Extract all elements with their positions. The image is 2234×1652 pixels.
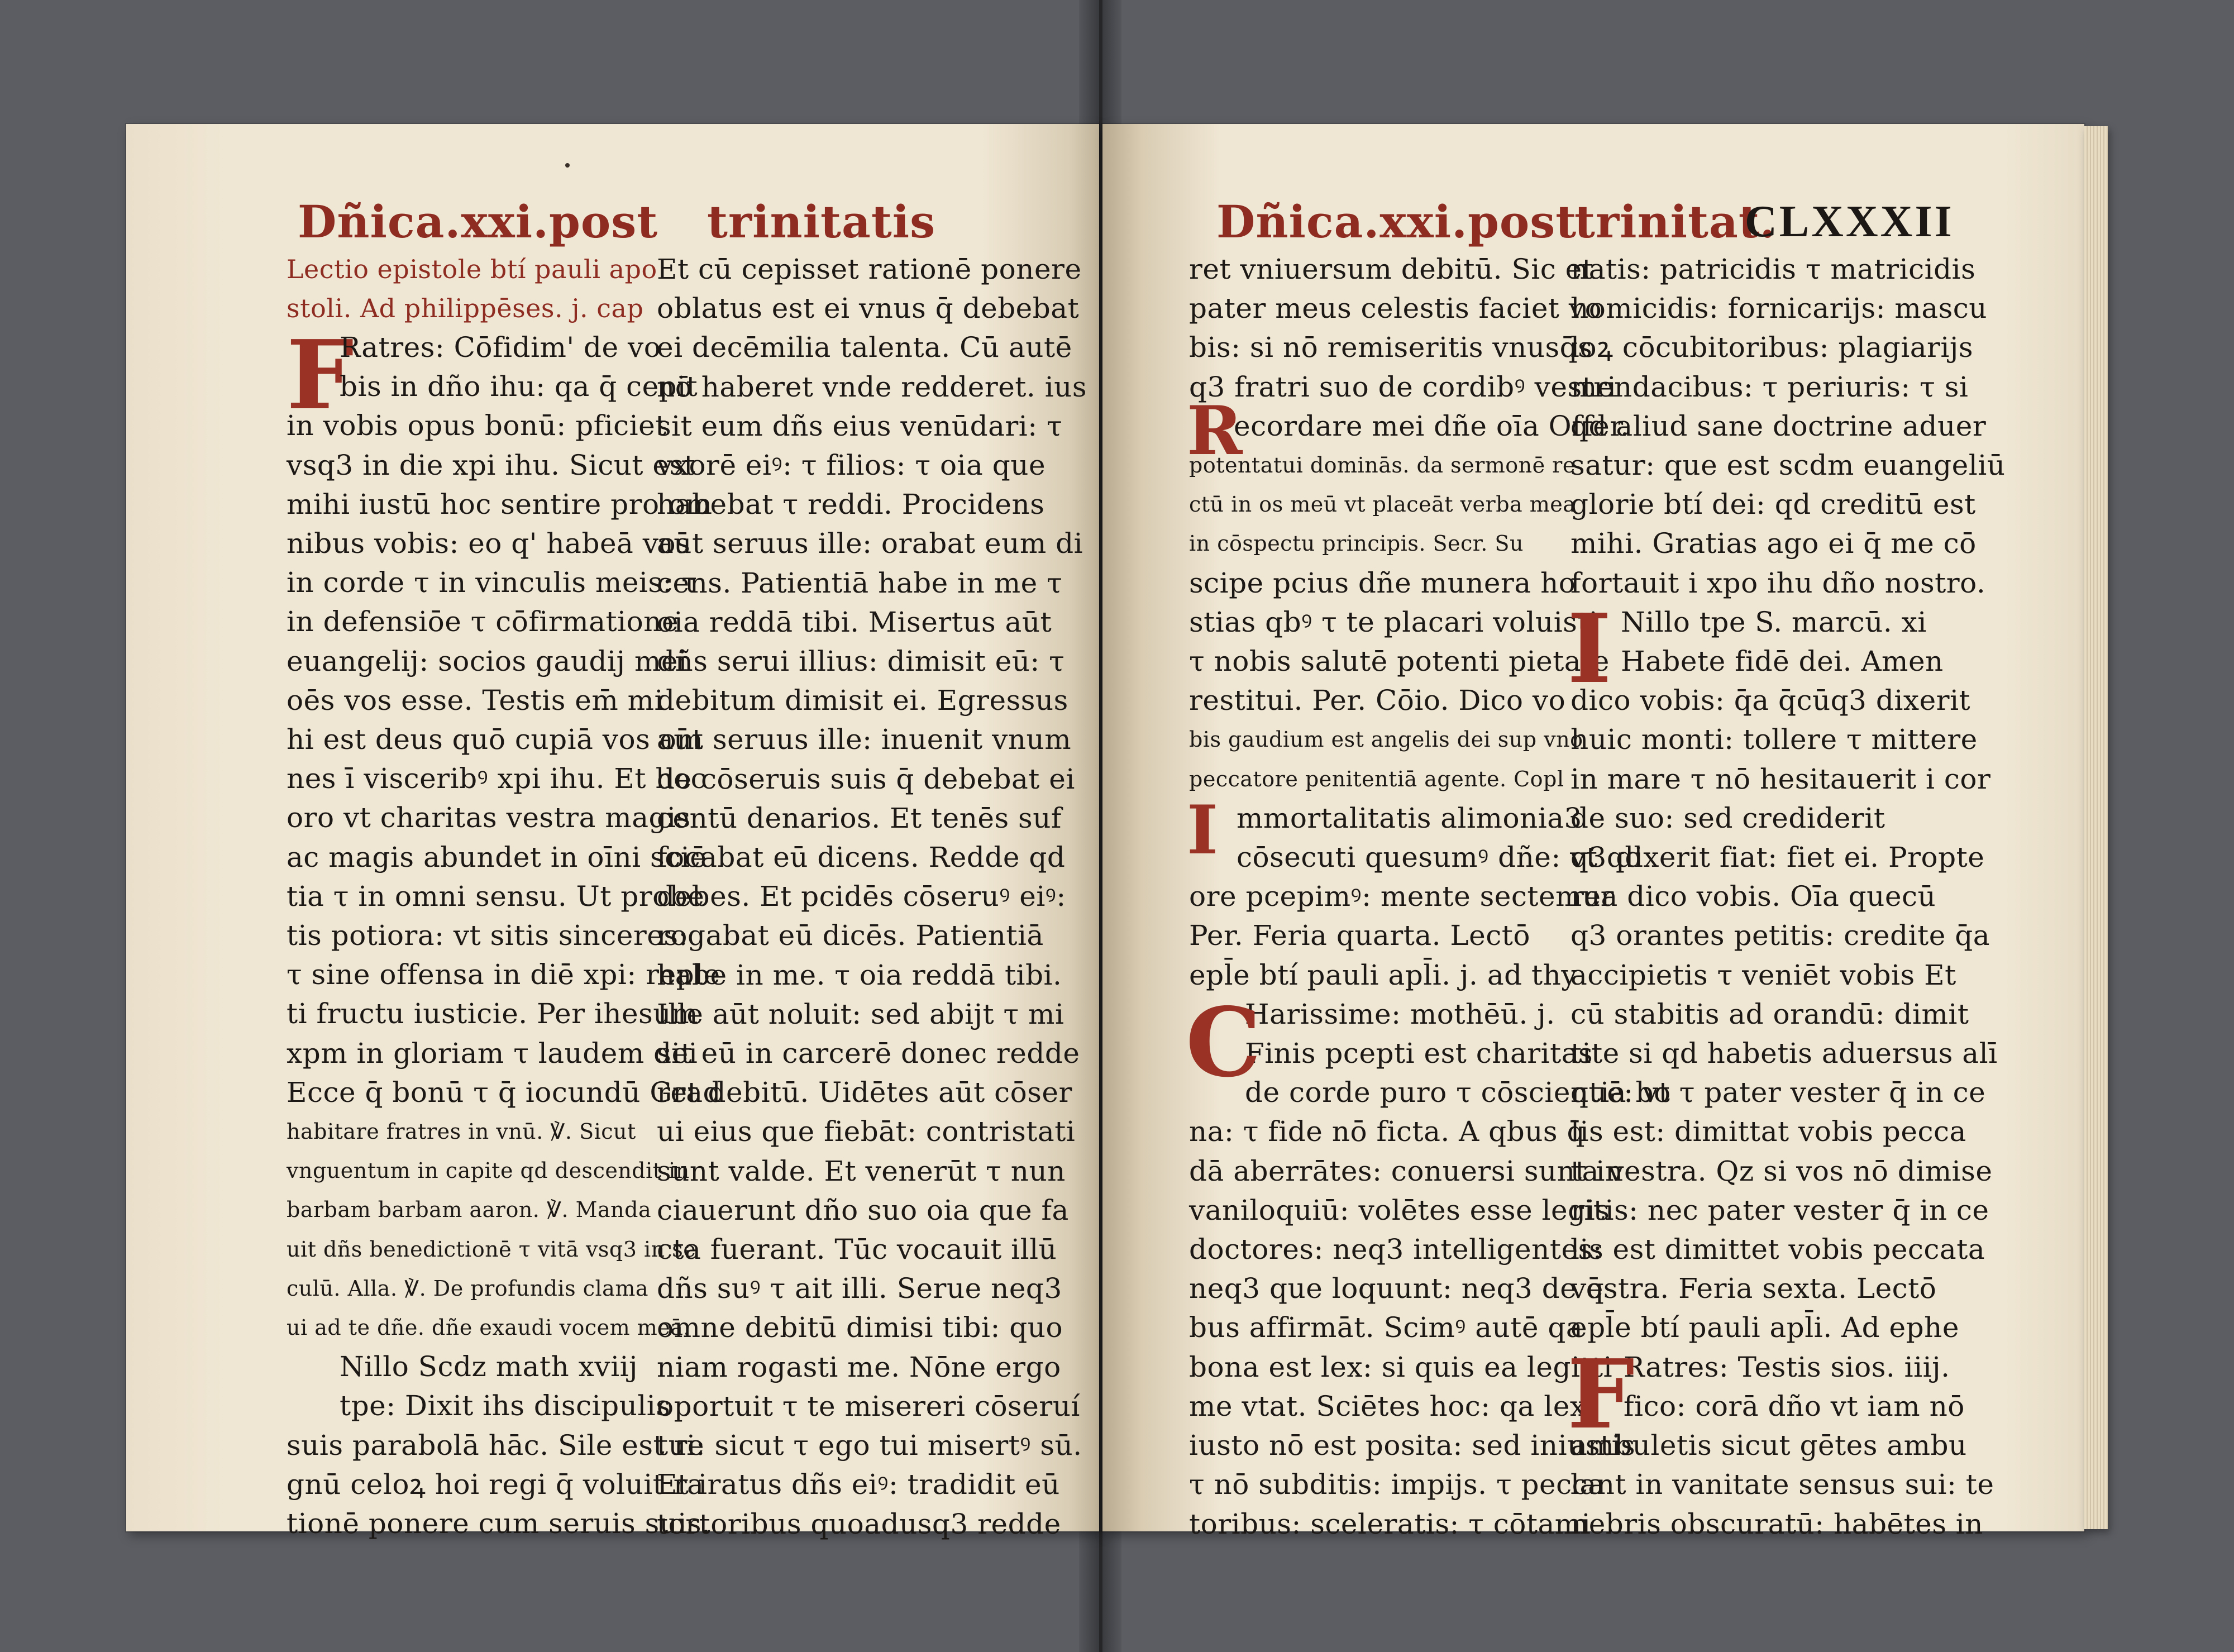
page-edges	[2084, 126, 2108, 1529]
text-line: dico vobis: q̄a q̄cūq3 dixerit	[1571, 684, 1971, 717]
left-running-head: Dñica.xxi.post	[298, 195, 658, 248]
text-line: aūt seruus ille: inuenit vnum	[657, 723, 1072, 756]
folio-number: CLXXXII	[1745, 197, 1954, 246]
left-page	[126, 124, 1099, 1540]
text-line: ei decēmilia talenta. Cū autē	[657, 331, 1072, 364]
text-line: oēs vos esse. Testis em̄ mi	[287, 684, 664, 717]
text-line: focabat eū dicens. Redde qd	[657, 841, 1066, 874]
text-line: nes ī visceribꝰ xpi ihu. Et hoc	[287, 762, 707, 795]
text-line: uit dñs benedictionē τ vitā vsq3 in se	[287, 1236, 696, 1262]
text-line: oia reddā tibi. Misertus aūt	[657, 605, 1052, 638]
text-line: vaniloquiū: volētes esse legis	[1189, 1193, 1610, 1226]
text-line: mihi. Gratias ago ei q̄ me cō	[1571, 527, 1977, 560]
text-line: ritis: nec pater vester q̄ in ce	[1571, 1193, 1989, 1226]
text-line: Harissime: mothēū. j.	[1245, 997, 1555, 1030]
text-line: xpm in gloriam τ laudem dei	[287, 1037, 698, 1069]
text-line: vxorē eiꝰ: τ filios: τ oia que	[657, 449, 1046, 482]
text-line: vestra. Feria sexta. Lectō	[1571, 1272, 1937, 1305]
text-line: ac magis abundet in oīni sciē	[287, 841, 707, 873]
text-line: lis est: dimittat vobis pecca	[1571, 1115, 1966, 1148]
right-column-1	[1186, 250, 1671, 1540]
text-line: sunt valde. Et venerūt τ nun	[657, 1154, 1066, 1187]
text-line: Nillo Scdz math xviij	[340, 1350, 638, 1383]
text-line: bis in dño ihu: qa q̄ cepit	[340, 370, 698, 403]
text-line: Et cū cepisset rationē ponere	[657, 253, 1082, 285]
text-line: rogabat eū dicēs. Patientiā	[657, 919, 1044, 952]
text-line: sit eū in carcerē donec redde	[657, 1037, 1080, 1070]
text-line: tionē ponere cum seruis suis.	[287, 1507, 711, 1540]
text-line: ti fructu iusticie. Per ihesum	[287, 997, 698, 1030]
text-line: culū. Alla. ℣. De profundis clama	[287, 1276, 649, 1301]
text-line: τ sine offensa in diē xpi: reple	[287, 958, 720, 991]
text-line: Ratres: Testis sios. iiij.	[1624, 1350, 1950, 1383]
text-line: dā aberrātes: conuersi sunt in	[1189, 1154, 1624, 1187]
drop-initial: I	[1187, 791, 1219, 870]
text-line: bus affirmāt. Scimꝰ autē qa	[1189, 1311, 1583, 1344]
text-line: ciauerunt dño suo oia que fa	[657, 1193, 1069, 1226]
text-line: dñs suꝰ τ ait illi. Serue neq3	[657, 1272, 1062, 1305]
text-line: cōsecuti quesumꝰ dñe: vt qd	[1237, 841, 1643, 874]
text-line: nō haberet vnde redderet. ius	[657, 370, 1087, 403]
text-line: vsq3 in die xpi ihu. Sicut est	[287, 448, 696, 481]
text-line: accipietis τ veniēt vobis Et	[1571, 958, 1956, 991]
text-line: de corde puro τ cōscientia bo	[1245, 1076, 1671, 1109]
text-line: stias qbꝰ τ te placari voluisti	[1189, 605, 1598, 638]
text-line: iusto nō est posita: sed iniustis	[1189, 1429, 1636, 1462]
text-line: ore pcepimꝰ: mente sectemur	[1189, 880, 1615, 913]
text-line: in corde τ in vinculis meis: τ	[287, 566, 698, 599]
text-line: lis est dimittet vobis peccata	[1571, 1233, 1985, 1266]
text-line: q3 orantes petitis: credite q̄a	[1571, 919, 1990, 952]
text-line: glorie btí dei: qd creditū est	[1571, 488, 1976, 521]
left-column-2	[657, 250, 1087, 1540]
text-line: ctū in os meū vt placeāt verba mea	[1189, 492, 1576, 517]
text-line: bona est lex: si quis ea legitti	[1189, 1350, 1613, 1383]
text-line: ecordare mei dñe oīa Offer.	[1234, 409, 1630, 442]
page-mark	[565, 163, 570, 168]
text-line: oblatus est ei vnus q̄ debebat	[657, 292, 1080, 325]
text-line: qd aliud sane doctrine aduer	[1571, 409, 1987, 442]
left-running-head-right: trinitatis	[707, 195, 936, 248]
right-column-2	[1567, 250, 2006, 1540]
text-line: bis: si nō remiseritis vnusq̄s	[1189, 331, 1593, 364]
text-line: τ nō subditis: impijs. τ pecca	[1189, 1468, 1605, 1501]
text-line: na: τ fide nō ficta. A qbus q̄	[1189, 1115, 1585, 1148]
text-line: ambuletis sicut gētes ambu	[1571, 1429, 1967, 1462]
drop-initial: F	[287, 319, 355, 431]
text-line: satur: que est scdm euangeliū	[1571, 449, 2006, 482]
rubric-line: Lectio epistole btí pauli apo	[287, 254, 657, 284]
text-line: dñs serui illius: dimisit eū: τ	[657, 645, 1065, 678]
text-line: Nillo tpe S. marcū. xi	[1621, 605, 1927, 638]
text-line: nebris obscuratū: habētes in	[1571, 1507, 1983, 1540]
text-line: nibus vobis: eo q' habeā vos	[287, 527, 691, 560]
drop-initial: C	[1186, 987, 1262, 1099]
text-line: mendacibus: τ periuris: τ si	[1571, 370, 1969, 403]
text-line: tite si qd habetis aduersus alī	[1571, 1037, 1998, 1070]
text-line: epl̄e btí pauli apl̄i. j. ad thy	[1189, 958, 1578, 991]
right-running-head-right: trinitat.	[1574, 195, 1776, 248]
text-line: cū stabitis ad orandū: dimit	[1571, 997, 1969, 1030]
text-line: gnū celoꝝ hoi regi q̄ voluit ra	[287, 1468, 704, 1501]
text-line: rea dico vobis. Oīa quecū	[1571, 880, 1936, 913]
text-line: debitum dimisit ei. Egressus	[657, 684, 1068, 717]
text-line: neq3 que loquunt: neq3 de q̄	[1189, 1272, 1605, 1305]
text-line: natis: patricidis τ matricidis	[1571, 253, 1976, 285]
text-line: centū denarios. Et tenēs suf	[657, 801, 1062, 834]
text-line: tpe: Dixit ihs discipulis	[340, 1390, 671, 1422]
text-line: tis potiora: vt sitis sinceres:	[287, 919, 688, 952]
left-col2-text	[657, 250, 1087, 1544]
text-line: in vobis opus bonū: pficiet	[287, 409, 667, 442]
text-line: Habete fidē dei. Amen	[1621, 645, 1944, 678]
text-line: cta fuerant. Tūc vocauit illū	[657, 1233, 1057, 1266]
text-line: oportuit τ te misereri cōseruí	[657, 1390, 1080, 1422]
text-line: niam rogasti me. Nōne ergo	[657, 1350, 1061, 1383]
text-line: in cōspectu principis. Secr. Su	[1189, 531, 1524, 556]
text-line: barbam barbam aaron. ℣. Manda	[287, 1197, 652, 1223]
text-line: euangelij: socios gaudij mei	[287, 644, 688, 677]
text-line: oro vt charitas vestra magis	[287, 801, 691, 834]
text-line: de suo: sed crediderit	[1571, 801, 1885, 834]
text-line: peccatore penitentiā agente. Copl	[1189, 766, 1564, 791]
text-line: tortoribus quoadusq3 redde	[657, 1507, 1061, 1540]
text-line: hi est deus quō cupiā vos om	[287, 723, 704, 756]
text-line: Et iratus dñs eiꝰ: tradidit eū	[657, 1468, 1060, 1501]
text-line: mihi iustū hoc sentire pro om	[287, 488, 713, 521]
text-line: aūt seruus ille: orabat eum di	[657, 527, 1083, 560]
text-line: fortauit i xpo ihu dño nostro.	[1571, 566, 1986, 599]
text-line: pater meus celestis faciet vo	[1189, 292, 1602, 325]
text-line: habe in me. τ oia reddā tibi.	[657, 958, 1062, 991]
text-line: q3 dixerit fiat: fiet ei. Propte	[1571, 841, 1985, 874]
right-running-head: Dñica.xxi.post	[1216, 195, 1577, 248]
text-line: fico: corā dño vt iam nō	[1624, 1390, 1965, 1422]
text-line: huic monti: tollere τ mittere	[1571, 723, 1978, 756]
text-line: Ecce q̄ bonū τ q̄ iocundū Grad	[287, 1076, 722, 1109]
text-line: homicidis: fornicarijs: mascu	[1571, 292, 1987, 325]
text-line: doctores: neq3 intelligentes:	[1189, 1233, 1603, 1266]
text-line: q3 fratri suo de cordibꝰ vestri	[1189, 370, 1617, 403]
text-line: sit eum dñs eius venūdari: τ	[657, 409, 1063, 442]
text-line: lant in vanitate sensus sui: te	[1571, 1468, 1994, 1501]
text-line: mmortalitatis alimonia3	[1237, 801, 1582, 834]
text-line: tui: sicut τ ego tui misertꝰ sū.	[657, 1429, 1082, 1462]
text-line: quē: vt τ pater vester q̄ in ce	[1571, 1076, 1986, 1109]
text-line: in mare τ nō hesitauerit i cor	[1571, 762, 1991, 795]
text-line: debes. Et pcidēs cōseruꝰ eiꝰ:	[657, 880, 1066, 913]
text-line: ta vestra. Qz si vos nō dimise	[1571, 1154, 1993, 1187]
text-line: omne debitū dimisi tibi: quo	[657, 1311, 1063, 1344]
left-column-1	[287, 250, 722, 1540]
text-line: Ratres: Cōfidim' de vo	[340, 331, 661, 364]
text-line: restitui. Per. Cōio. Dico vo	[1189, 684, 1566, 717]
right-col1-text	[1189, 250, 1671, 1544]
text-line: τ nobis salutē potenti pietate	[1189, 645, 1610, 678]
text-line: habebat τ reddi. Procidens	[657, 488, 1045, 521]
right-page	[1102, 124, 2084, 1540]
text-line: loꝝ cōcubitoribus: plagiarijs	[1571, 331, 1974, 364]
text-line: ui ad te dñe. dñe exaudi vocem meā.	[287, 1315, 691, 1340]
text-line: epl̄e btí pauli apl̄i. Ad ephe	[1571, 1311, 1959, 1344]
text-line: ret vniuersum debitū. Sic et	[1189, 253, 1594, 285]
text-line: bis gaudium est angelis dei sup vno	[1189, 727, 1583, 752]
text-line: Per. Feria quarta. Lectō	[1189, 919, 1530, 952]
text-line: ret debitū. Uidētes aūt cōser	[657, 1076, 1072, 1109]
text-line: scipe pcius dñe munera ho	[1189, 566, 1576, 599]
drop-initial: F	[1567, 1339, 1635, 1450]
text-line: ui eius que fiebāt: contristati	[657, 1115, 1076, 1148]
text-line: potentatui dominās. da sermonē re	[1189, 453, 1576, 478]
text-line: cens. Patientiā habe in me τ	[657, 566, 1063, 599]
text-line: in defensiōe τ cōfirmatione	[287, 605, 679, 638]
text-line: de cōseruis suis q̄ debebat ei	[657, 762, 1075, 795]
text-line: toribus: sceleratis: τ cōtami	[1189, 1507, 1591, 1540]
text-line: suis parabolā hāc. Sile est re	[287, 1429, 704, 1462]
text-line: Ille aūt noluit: sed abijt τ mi	[657, 997, 1065, 1030]
drop-initial: R	[1187, 391, 1243, 470]
drop-initial: I	[1567, 593, 1612, 705]
text-line: Finis pcepti est charitas	[1245, 1037, 1593, 1070]
text-line: me vtat. Sciētes hoc: qa lex	[1189, 1390, 1586, 1422]
rubric-line: stoli. Ad philippēses. j. cap	[287, 293, 644, 324]
left-col1-text	[287, 319, 722, 1543]
text-line: habitare fratres in vnū. ℣. Sicut	[287, 1119, 636, 1144]
text-line: tia τ in omni sensu. Ut probe	[287, 880, 705, 913]
text-line: vnguentum in capite qd descendit in	[287, 1158, 690, 1183]
